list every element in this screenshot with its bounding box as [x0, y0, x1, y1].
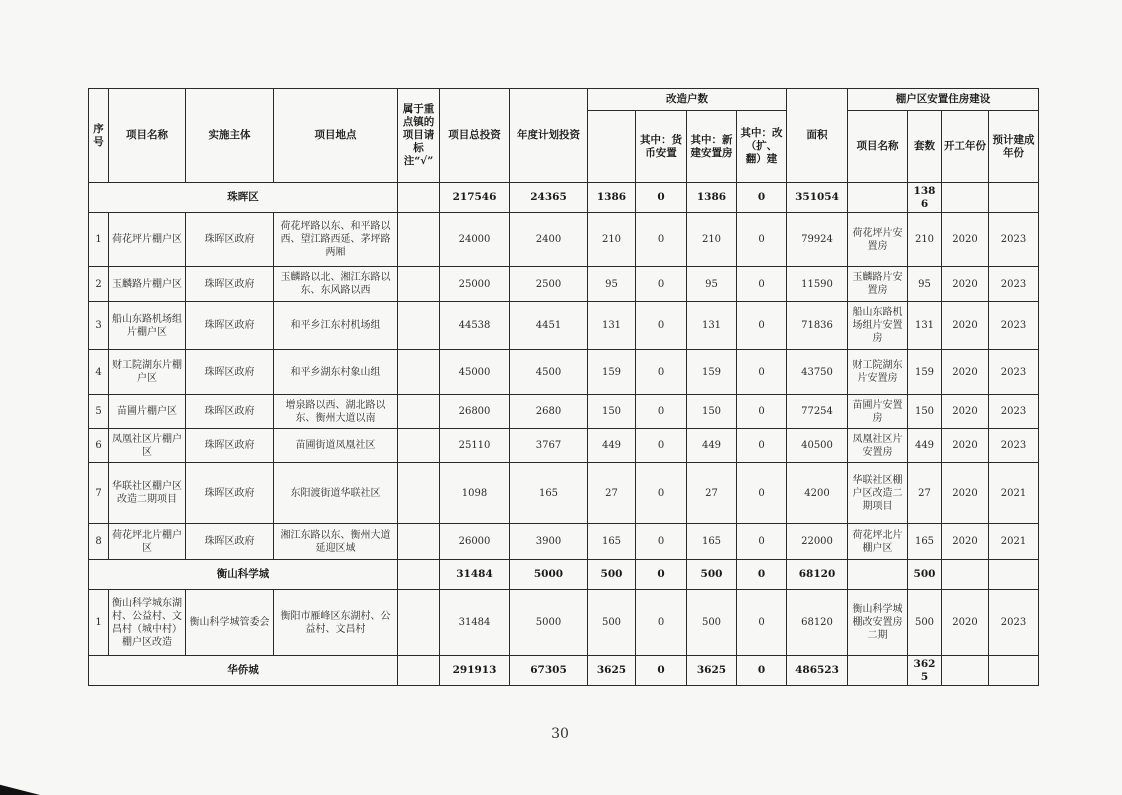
row-units: 449	[908, 429, 942, 463]
row-project-name: 苗圃片棚户区	[109, 395, 186, 429]
section-units: 500	[908, 560, 942, 590]
row-total-investment: 31484	[440, 590, 510, 656]
header-finish-year: 预计建成年份	[989, 111, 1039, 183]
section-renovate: 0	[737, 656, 787, 686]
section-start-year	[942, 656, 989, 686]
row-entity: 珠晖区政府	[186, 302, 274, 350]
row-households: 159	[588, 350, 636, 395]
row-housing-name: 苗圃片安置房	[848, 395, 908, 429]
row-location: 和平乡江东村机场组	[274, 302, 398, 350]
section-new-build: 3625	[687, 656, 737, 686]
row-location: 东阳渡街道华联社区	[274, 463, 398, 524]
row-finish-year: 2023	[989, 429, 1039, 463]
row-entity: 珠晖区政府	[186, 463, 274, 524]
row-housing-name: 荷花坪北片棚户区	[848, 524, 908, 560]
row-project-name: 荷花坪北片棚户区	[109, 524, 186, 560]
row-annual-investment: 2400	[510, 213, 588, 267]
row-area: 4200	[787, 463, 848, 524]
row-finish-year: 2023	[989, 350, 1039, 395]
header-entity: 实施主体	[186, 89, 274, 183]
row-currency: 0	[636, 524, 687, 560]
row-renovate: 0	[737, 350, 787, 395]
header-location: 项目地点	[274, 89, 398, 183]
row-project-name: 船山东路机场组片棚户区	[109, 302, 186, 350]
row-start-year: 2020	[942, 395, 989, 429]
row-key-town	[398, 395, 440, 429]
row-project-name: 玉麟路片棚户区	[109, 267, 186, 302]
row-no: 2	[89, 267, 109, 302]
row-project-name: 衡山科学城东湖村、公益村、文昌村（城中村）棚户区改造	[109, 590, 186, 656]
section-finish-year	[989, 656, 1039, 686]
row-renovate: 0	[737, 302, 787, 350]
section-start-year	[942, 183, 989, 213]
section-renovate: 0	[737, 560, 787, 590]
row-entity: 衡山科学城管委会	[186, 590, 274, 656]
row-no: 3	[89, 302, 109, 350]
row-currency: 0	[636, 350, 687, 395]
section-units: 3625	[908, 656, 942, 686]
section-subtotal-row	[89, 656, 1039, 686]
row-finish-year: 2021	[989, 524, 1039, 560]
section-new-build: 1386	[687, 183, 737, 213]
row-project-name: 荷花坪片棚户区	[109, 213, 186, 267]
project-row	[89, 267, 1039, 302]
section-currency: 0	[636, 560, 687, 590]
header-households-group: 改造户数	[588, 89, 787, 111]
header-units: 套数	[908, 111, 942, 183]
table-body	[89, 183, 1039, 686]
row-total-investment: 44538	[440, 302, 510, 350]
row-units: 500	[908, 590, 942, 656]
row-area: 71836	[787, 302, 848, 350]
row-households: 131	[588, 302, 636, 350]
row-key-town	[398, 302, 440, 350]
header-households-total	[588, 111, 636, 183]
section-area: 486523	[787, 656, 848, 686]
row-entity: 珠晖区政府	[186, 350, 274, 395]
row-households: 449	[588, 429, 636, 463]
row-units: 27	[908, 463, 942, 524]
section-area: 351054	[787, 183, 848, 213]
header-new-build: 其中：新建安置房	[687, 111, 737, 183]
row-project-name: 财工院湖东片棚户区	[109, 350, 186, 395]
row-area: 43750	[787, 350, 848, 395]
row-no: 1	[89, 213, 109, 267]
row-no: 6	[89, 429, 109, 463]
project-row	[89, 302, 1039, 350]
project-row	[89, 429, 1039, 463]
row-location: 增泉路以西、湖北路以东、衡州大道以南	[274, 395, 398, 429]
row-no: 7	[89, 463, 109, 524]
row-housing-name: 荷花坪片安置房	[848, 213, 908, 267]
row-location: 湘江东路以东、衡州大道延迎区域	[274, 524, 398, 560]
row-currency: 0	[636, 590, 687, 656]
row-renovate: 0	[737, 429, 787, 463]
row-key-town	[398, 590, 440, 656]
row-housing-name: 衡山科学城棚改安置房二期	[848, 590, 908, 656]
key-town-cell	[398, 656, 440, 686]
section-subtotal-row	[89, 183, 1039, 213]
row-units: 165	[908, 524, 942, 560]
header-start-year: 开工年份	[942, 111, 989, 183]
row-new-build: 95	[687, 267, 737, 302]
row-households: 27	[588, 463, 636, 524]
header-housing-name: 项目名称	[848, 111, 908, 183]
section-households: 500	[588, 560, 636, 590]
section-title: 衡山科学城	[89, 560, 398, 590]
page-number: 30	[551, 726, 569, 742]
row-start-year: 2020	[942, 267, 989, 302]
row-key-town	[398, 350, 440, 395]
key-town-cell	[398, 560, 440, 590]
row-key-town	[398, 213, 440, 267]
section-housing-name	[848, 656, 908, 686]
section-annual-investment: 5000	[510, 560, 588, 590]
header-project-name: 项目名称	[109, 89, 186, 183]
row-currency: 0	[636, 302, 687, 350]
section-finish-year	[989, 183, 1039, 213]
row-entity: 珠晖区政府	[186, 395, 274, 429]
row-location: 和平乡湖东村象山组	[274, 350, 398, 395]
header-no: 序号	[89, 89, 109, 183]
row-key-town	[398, 267, 440, 302]
row-start-year: 2020	[942, 213, 989, 267]
row-currency: 0	[636, 213, 687, 267]
row-start-year: 2020	[942, 590, 989, 656]
row-households: 210	[588, 213, 636, 267]
row-area: 40500	[787, 429, 848, 463]
row-renovate: 0	[737, 213, 787, 267]
row-housing-name: 财工院湖东片安置房	[848, 350, 908, 395]
project-row	[89, 213, 1039, 267]
row-units: 95	[908, 267, 942, 302]
row-new-build: 131	[687, 302, 737, 350]
section-title: 珠晖区	[89, 183, 398, 213]
row-new-build: 150	[687, 395, 737, 429]
section-housing-name	[848, 183, 908, 213]
header-currency: 其中：货币安置	[636, 111, 687, 183]
section-total-investment: 31484	[440, 560, 510, 590]
row-currency: 0	[636, 395, 687, 429]
header-annual-investment: 年度计划投资	[510, 89, 588, 183]
row-annual-investment: 3767	[510, 429, 588, 463]
header-area: 面积	[787, 89, 848, 183]
row-entity: 珠晖区政府	[186, 267, 274, 302]
row-housing-name: 玉麟路片安置房	[848, 267, 908, 302]
row-area: 79924	[787, 213, 848, 267]
row-households: 95	[588, 267, 636, 302]
row-currency: 0	[636, 267, 687, 302]
row-total-investment: 26000	[440, 524, 510, 560]
key-town-cell	[398, 183, 440, 213]
row-housing-name: 凤凰社区片安置房	[848, 429, 908, 463]
row-location: 苗圃街道凤凰社区	[274, 429, 398, 463]
row-renovate: 0	[737, 267, 787, 302]
row-finish-year: 2023	[989, 302, 1039, 350]
row-currency: 0	[636, 429, 687, 463]
row-currency: 0	[636, 463, 687, 524]
row-total-investment: 24000	[440, 213, 510, 267]
row-start-year: 2020	[942, 429, 989, 463]
section-total-investment: 291913	[440, 656, 510, 686]
project-row	[89, 590, 1039, 656]
project-row	[89, 395, 1039, 429]
row-new-build: 165	[687, 524, 737, 560]
row-start-year: 2020	[942, 524, 989, 560]
section-households: 1386	[588, 183, 636, 213]
row-total-investment: 1098	[440, 463, 510, 524]
header-total-investment: 项目总投资	[440, 89, 510, 183]
row-renovate: 0	[737, 463, 787, 524]
row-households: 150	[588, 395, 636, 429]
row-renovate: 0	[737, 590, 787, 656]
row-annual-investment: 3900	[510, 524, 588, 560]
row-no: 1	[89, 590, 109, 656]
row-project-name: 华联社区棚户区改造二期项目	[109, 463, 186, 524]
scan-corner-mark	[0, 778, 40, 795]
row-new-build: 27	[687, 463, 737, 524]
project-row	[89, 524, 1039, 560]
row-units: 159	[908, 350, 942, 395]
row-finish-year: 2023	[989, 395, 1039, 429]
section-annual-investment: 67305	[510, 656, 588, 686]
section-households: 3625	[588, 656, 636, 686]
section-units: 1386	[908, 183, 942, 213]
section-currency: 0	[636, 183, 687, 213]
row-finish-year: 2023	[989, 213, 1039, 267]
section-start-year	[942, 560, 989, 590]
row-households: 500	[588, 590, 636, 656]
row-entity: 珠晖区政府	[186, 429, 274, 463]
row-finish-year: 2023	[989, 590, 1039, 656]
row-finish-year: 2023	[989, 267, 1039, 302]
shantytown-project-table	[88, 88, 1039, 686]
row-annual-investment: 165	[510, 463, 588, 524]
project-row	[89, 350, 1039, 395]
row-key-town	[398, 463, 440, 524]
row-start-year: 2020	[942, 350, 989, 395]
row-new-build: 210	[687, 213, 737, 267]
row-no: 4	[89, 350, 109, 395]
section-subtotal-row	[89, 560, 1039, 590]
row-location: 荷花坪路以东、和平路以西、望江路西延、茅坪路两厢	[274, 213, 398, 267]
row-housing-name: 船山东路机场组片安置房	[848, 302, 908, 350]
row-start-year: 2020	[942, 302, 989, 350]
row-no: 8	[89, 524, 109, 560]
row-key-town	[398, 429, 440, 463]
row-total-investment: 45000	[440, 350, 510, 395]
section-finish-year	[989, 560, 1039, 590]
row-no: 5	[89, 395, 109, 429]
row-housing-name: 华联社区棚户区改造二期项目	[848, 463, 908, 524]
row-key-town	[398, 524, 440, 560]
header-key-town: 属于重点镇的项目请标注“√”	[398, 89, 440, 183]
section-title: 华侨城	[89, 656, 398, 686]
row-finish-year: 2021	[989, 463, 1039, 524]
header-renovate: 其中：改（扩、翻）建	[737, 111, 787, 183]
row-project-name: 凤凰社区片棚户区	[109, 429, 186, 463]
section-area: 68120	[787, 560, 848, 590]
header-housing-group: 棚户区安置住房建设	[848, 89, 1039, 111]
row-new-build: 500	[687, 590, 737, 656]
row-new-build: 449	[687, 429, 737, 463]
row-area: 77254	[787, 395, 848, 429]
row-start-year: 2020	[942, 463, 989, 524]
row-new-build: 159	[687, 350, 737, 395]
row-annual-investment: 2500	[510, 267, 588, 302]
row-renovate: 0	[737, 395, 787, 429]
row-households: 165	[588, 524, 636, 560]
row-entity: 珠晖区政府	[186, 524, 274, 560]
section-currency: 0	[636, 656, 687, 686]
row-units: 150	[908, 395, 942, 429]
row-units: 210	[908, 213, 942, 267]
project-row	[89, 463, 1039, 524]
row-annual-investment: 2680	[510, 395, 588, 429]
row-location: 衡阳市雁峰区东湖村、公益村、文昌村	[274, 590, 398, 656]
row-total-investment: 25000	[440, 267, 510, 302]
row-total-investment: 25110	[440, 429, 510, 463]
section-housing-name	[848, 560, 908, 590]
row-total-investment: 26800	[440, 395, 510, 429]
row-area: 22000	[787, 524, 848, 560]
section-annual-investment: 24365	[510, 183, 588, 213]
row-units: 131	[908, 302, 942, 350]
row-location: 玉麟路以北、湘江东路以东、东风路以西	[274, 267, 398, 302]
row-annual-investment: 4500	[510, 350, 588, 395]
row-area: 11590	[787, 267, 848, 302]
row-annual-investment: 4451	[510, 302, 588, 350]
row-annual-investment: 5000	[510, 590, 588, 656]
row-area: 68120	[787, 590, 848, 656]
row-renovate: 0	[737, 524, 787, 560]
section-new-build: 500	[687, 560, 737, 590]
section-total-investment: 217546	[440, 183, 510, 213]
section-renovate: 0	[737, 183, 787, 213]
row-entity: 珠晖区政府	[186, 213, 274, 267]
